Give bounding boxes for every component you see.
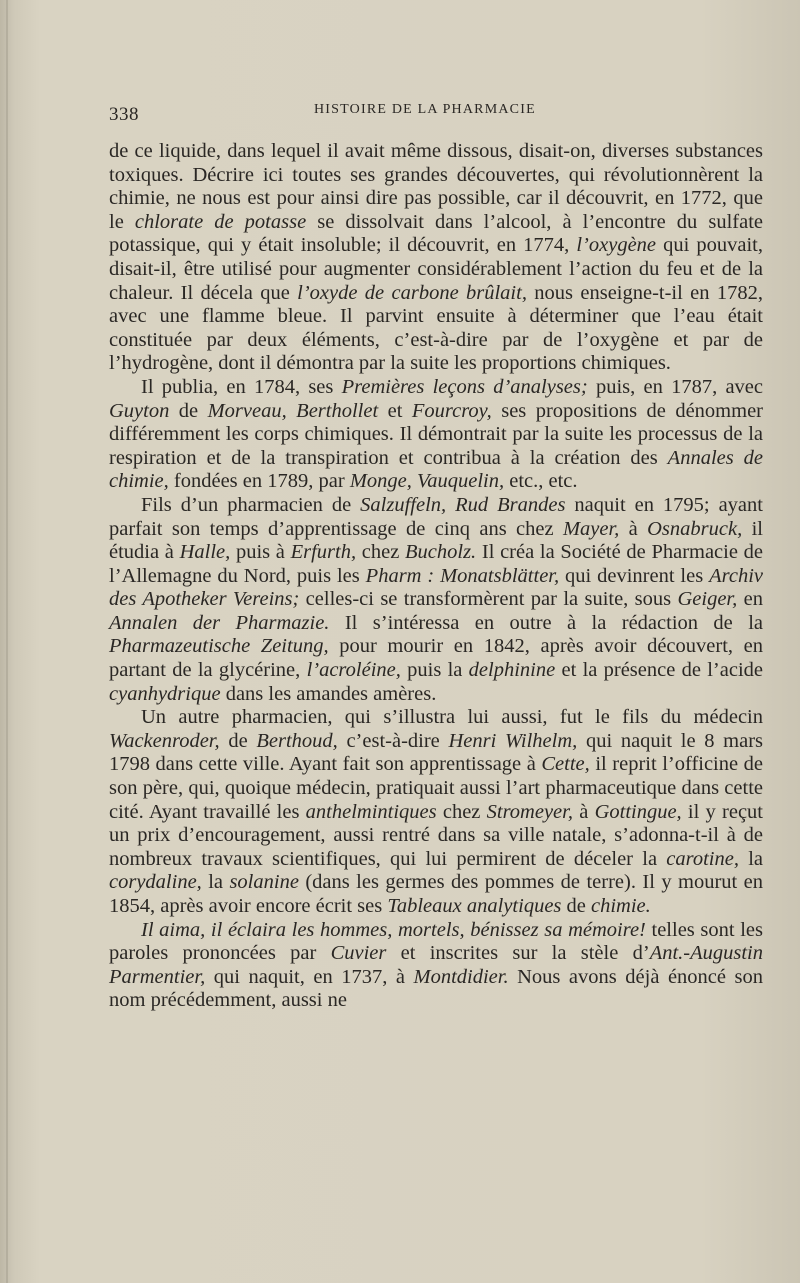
text-run: se dissolvait dans l’alcool, à l’encontre du sulfate potassique, qui y était insoluble; il découvrit, en 1774, [109,210,764,257]
italic-text: Geiger, [677,588,738,611]
text-run: à [573,800,595,823]
italic-text: solanine [229,871,299,894]
text-run: puis à [230,541,291,564]
italic-text: Henri Wilhelm, [448,729,578,752]
italic-text: Morveau, Berthollet [207,399,379,422]
italic-text: Stromeyer, [486,800,573,823]
italic-text: Wackenroder, [109,729,220,752]
paragraph [109,706,763,918]
running-title: HISTOIRE DE LA PHARMACIE [314,102,536,117]
italic-text: Erfurth, [290,541,357,564]
text-run: de ce liquide, dans lequel il avait même dissous, disait-on, diverses substances toxiques. Décrire ici toutes ses grandes découvertes, qui révolutionnèrent la chimie, ne nous est pour ainsi dire pas possible, car il découvrit, en 1772, que le [109,140,763,233]
italic-text: l’oxygène [576,234,657,257]
text-run: fondées en 1789, par [168,470,350,493]
italic-text: delphinine [468,659,556,682]
text-run: Fils d’un pharmacien de [141,493,361,516]
italic-text: l’acroléine, [306,659,401,682]
italic-text: chlorate de potasse [134,210,307,233]
italic-text: Archiv des Apotheker Vereins; [109,564,763,611]
italic-text: l’oxyde de carbone brûlait, [297,281,527,304]
italic-text: corydaline, [109,871,202,894]
italic-text: Pharm : Monatsblätter, [365,564,560,587]
text-run: il reprit l’officine de son père, qui, quoique médecin, pratiquait aussi l’art pharmaceutique dans cette cité. Ayant travaillé les [109,753,764,823]
italic-text: Guyton [109,399,170,422]
italic-text: anthelmintiques [305,800,437,823]
page-gutter [6,0,8,1283]
text-run: c’est-à-dire [337,729,449,752]
text-run: celles-ci se transformèrent par la suite, sous [299,588,678,611]
text-run: telles sont les paroles prononcées par [109,918,763,965]
italic-text: Annalen der Pharmazie. [109,611,330,634]
italic-text: cyanhydrique [109,682,221,705]
text-run: à [619,517,648,540]
text-run: la [738,847,763,870]
italic-text: Bucholz. [405,541,477,564]
text-run: naquit en 1795; ayant parfait son temps d’apprentissage de cinq ans chez [109,493,763,540]
text-run: dans les amandes amères. [220,682,437,705]
text-run: Il publia, en 1784, ses [141,375,342,398]
text-run: qui naquit le 8 mars 1798 dans cette ville. Ayant fait son apprentissage à [109,729,763,776]
text-run: pour mourir en 1842, après avoir découvert, en partant de la glycérine, [109,635,763,682]
text-run: puis la [400,659,469,682]
italic-text: Annales de chimie, [109,446,763,493]
paragraph [109,494,763,706]
text-run: etc., etc. [504,470,578,493]
page-header [109,100,759,130]
italic-text: Ant.-Augustin Parmentier, [109,942,763,988]
text-run: ses propositions de dénommer différemment les corps chimiques. Il démontrait par la suite les processus de la respiration et de la transpiration et contribua à la création des [109,399,763,469]
italic-text: Cuvier [330,942,387,965]
text-run: il étudia à [109,517,763,564]
text-run: il y reçut un prix d’encouragement, aussi rentré dans sa ville natale, s’adonna-t-il à de nombreux travaux scientifiques, qui lui permirent de déceler la [109,800,763,870]
page-number: 338 [109,104,139,125]
text-run: et [378,399,412,422]
italic-text: Tableaux analytiques [387,895,562,917]
text-run: Un autre pharmacien, qui s’illustra lui aussi, fut le fils du médecin [141,706,763,729]
italic-text: Fourcroy, [411,399,492,422]
italic-text: Cette, [541,753,590,776]
italic-text: Gottingue, [594,800,682,823]
italic-text: Montdidier. [413,965,509,988]
text-run: chez [356,541,406,564]
text-run: nous enseigne-t-il en 1782, avec une flamme bleue. Il parvint ensuite à déterminer que l’eau était constituée par deux éléments, c’est-à-dire par de l’oxygène et par de l’hydrogène, dont il démontra par la suite les proportions chimiques. [109,281,763,375]
text-run: de [169,399,208,422]
paragraph [109,376,763,494]
text-run: puis, en 1787, avec [587,375,763,398]
text-run: qui naquit, en 1737, à [205,965,414,988]
text-run: qui devinrent les [559,564,710,587]
italic-text: Salzuffeln, Rud Brandes [360,493,566,516]
italic-text: Premières leçons d’analyses; [341,375,588,398]
text-run: chez [436,800,487,823]
italic-text: Mayer, [562,517,620,540]
italic-text: Il aima, il éclaira les hommes, mortels, bénissez sa mémoire! [141,918,646,941]
italic-text: Osnabruck, [647,517,743,540]
paragraph [109,919,763,1013]
italic-text: carotine, [666,847,739,870]
text-run: Il s’intéressa en outre à la rédaction de la [329,611,763,634]
text-run: Nous avons déjà énoncé son nom précédemment, aussi ne [109,965,763,1012]
text-run: la [201,871,230,894]
text-run: Il créa la Société de Pharmacie de l’Allemagne du Nord, puis les [109,541,763,587]
text-run: de [561,895,592,917]
text-run: et la présence de l’acide [555,659,764,682]
text-run: qui pouvait, disait-il, être utilisé pour augmenter considérablement l’action du feu et de la chaleur. Il décela que [109,234,763,304]
italic-text: Monge, Vauquelin, [349,470,505,493]
italic-text: Halle, [179,541,231,564]
text-run: (dans les germes des pommes de terre). Il y mourut en 1854, après avoir encore écrit ses [109,871,763,917]
text-run: de [219,729,257,752]
paragraph [109,140,763,376]
italic-text: Berthoud, [256,729,338,752]
italic-text: chimie. [591,895,651,917]
body-text [109,140,763,1013]
text-run: et inscrites sur la stèle d’ [386,942,650,965]
text-run: en [737,588,763,611]
italic-text: Pharmazeutische Zeitung, [109,635,329,658]
